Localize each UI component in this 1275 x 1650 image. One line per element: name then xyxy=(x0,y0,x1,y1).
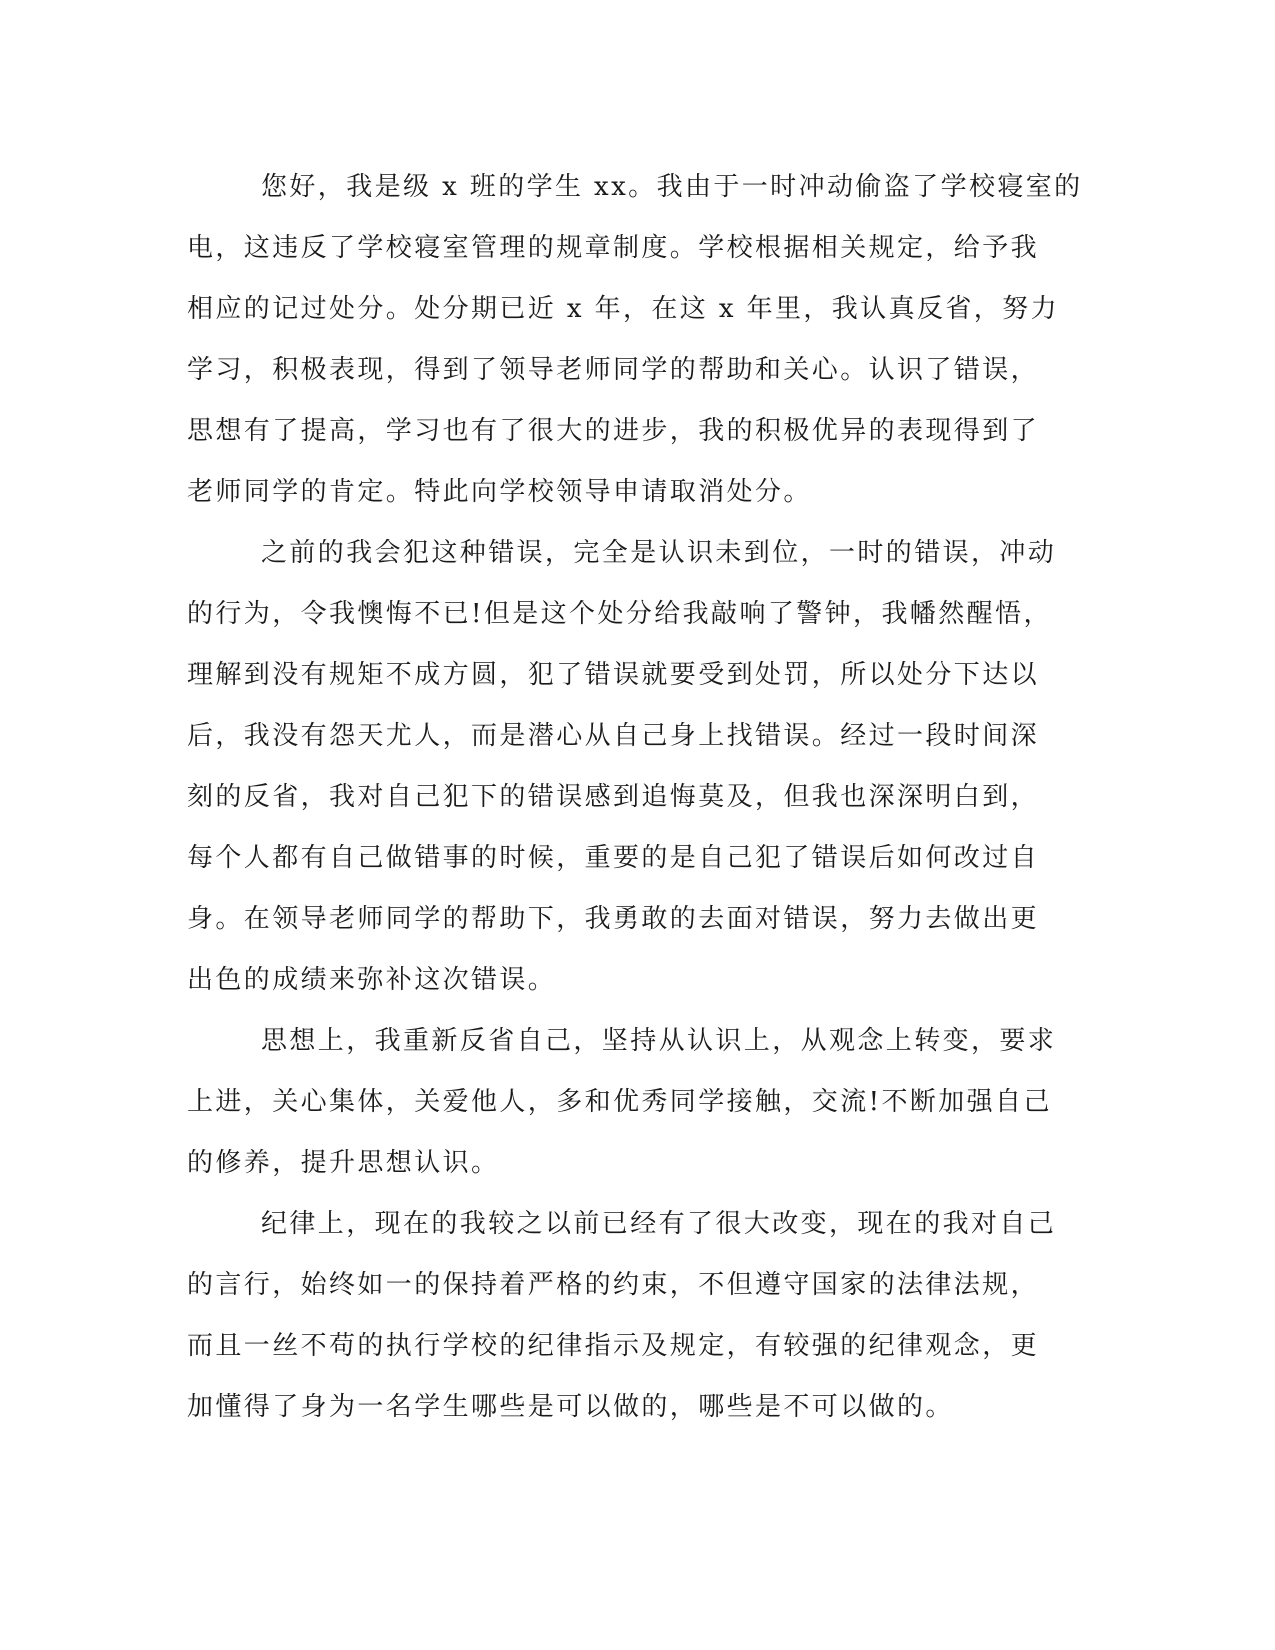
text-line: 出色的成绩来弥补这次错误。 xyxy=(187,965,557,995)
paragraph-1 xyxy=(187,157,1083,523)
text-line: 的言行，始终如一的保持着严格的约束，不但遵守国家的法律法规， xyxy=(187,1270,1040,1300)
text-line: 的修养，提升思想认识。 xyxy=(187,1148,500,1178)
paragraph-2 xyxy=(187,523,1067,1011)
text-line: 相应的记过处分。处分期已近 x 年，在这 x 年里，我认真反省，努力 xyxy=(187,294,1059,324)
text-line: 上进，关心集体，关爱他人，多和优秀同学接触，交流!不断加强自己 xyxy=(187,1087,1052,1117)
document-body xyxy=(187,157,1083,1438)
text-line: 身。在领导老师同学的帮助下，我勇敢的去面对错误，努力去做出更 xyxy=(187,904,1040,934)
text-line: 每个人都有自己做错事的时候，重要的是自己犯了错误后如何改过自 xyxy=(187,843,1040,873)
text-line: 加懂得了身为一名学生哪些是可以做的，哪些是不可以做的。 xyxy=(187,1392,954,1422)
text-line: 后，我没有怨天尤人，而是潜心从自己身上找错误。经过一段时间深 xyxy=(187,721,1040,751)
text-line: 思想有了提高，学习也有了很大的进步，我的积极优异的表现得到了 xyxy=(187,416,1040,446)
paragraph-3 xyxy=(187,1011,1067,1194)
text-line: 理解到没有规矩不成方圆，犯了错误就要受到处罚，所以处分下达以 xyxy=(187,660,1040,690)
text-line: 而且一丝不苟的执行学校的纪律指示及规定，有较强的纪律观念，更 xyxy=(187,1331,1040,1361)
text-line: 您好，我是级 x 班的学生 xx。我由于一时冲动偷盗了学校寝室的 xyxy=(261,172,1083,202)
text-line: 之前的我会犯这种错误，完全是认识未到位，一时的错误，冲动 xyxy=(261,538,1057,568)
text-line: 纪律上，现在的我较之以前已经有了很大改变，现在的我对自己 xyxy=(261,1209,1057,1239)
text-line: 学习，积极表现，得到了领导老师同学的帮助和关心。认识了错误， xyxy=(187,355,1040,385)
text-line: 思想上，我重新反省自己，坚持从认识上，从观念上转变，要求 xyxy=(261,1026,1057,1056)
text-line: 的行为，令我懊悔不已!但是这个处分给我敲响了警钟，我幡然醒悟， xyxy=(187,599,1052,629)
paragraph-4 xyxy=(187,1194,1067,1438)
text-line: 刻的反省，我对自己犯下的错误感到追悔莫及，但我也深深明白到， xyxy=(187,782,1040,812)
text-line: 老师同学的肯定。特此向学校领导申请取消处分。 xyxy=(187,477,812,507)
text-line: 电，这违反了学校寝室管理的规章制度。学校根据相关规定，给予我 xyxy=(187,233,1040,263)
